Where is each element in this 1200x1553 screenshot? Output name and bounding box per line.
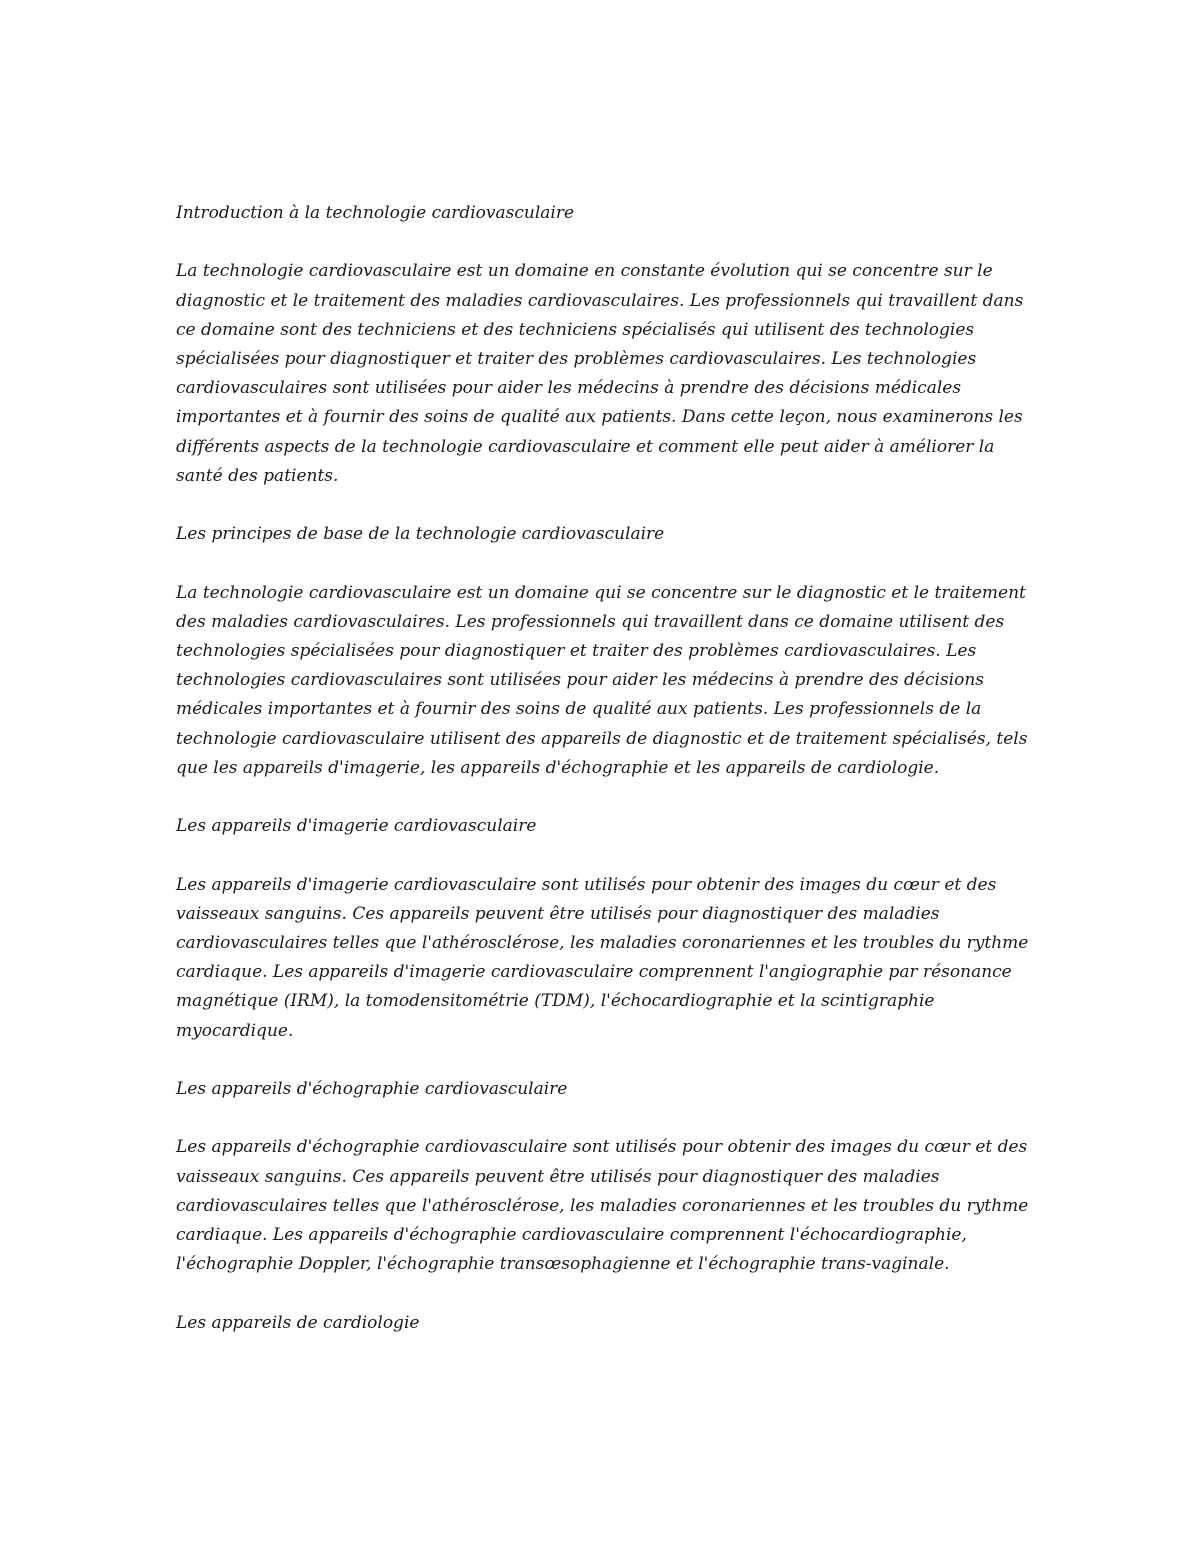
section-title-imagerie: Les appareils d'imagerie cardiovasculaire bbox=[176, 816, 537, 837]
section-title-cardiologie: Les appareils de cardiologie bbox=[176, 1312, 420, 1333]
section-paragraph-introduction: La technologie cardiovasculaire est un domaine en constante évolution qui se concentre sur le diagnostic et le traitement des maladies cardiovasculaires. Les professionnels qui travaillent dans ce domaine sont des techniciens et des techniciens spécialisés qui utilisent des technologies spécialisées pour diagnostiquer et traiter des problèmes cardiovasculaires. Les technologies cardiovasculaires sont utilisées pour aider les médecins à prendre des décisions médicales importantes et à fournir des soins de qualité aux patients. Dans cette leçon, nous examinerons les différents aspects de la technologie cardiovasculaire et comment elle peut aider à améliorer la santé des patients. bbox=[176, 261, 1024, 486]
section-paragraph-echographie: Les appareils d'échographie cardiovasculaire sont utilisés pour obtenir des images du cœur et des vaisseaux sanguins. Ces appareils peuvent être utilisés pour diagnostiquer des maladies cardiovasculaires telles que l'athérosclérose, les maladies coronariennes et les troubles du rythme cardiaque. Les appareils d'échographie cardiovasculaire comprennent l'échocardiographie, l'échographie Doppler, l'échographie transœsophagienne et l'échographie trans-vaginale. bbox=[176, 1137, 1029, 1275]
section-paragraph-imagerie: Les appareils d'imagerie cardiovasculaire sont utilisés pour obtenir des images du cœur et des vaisseaux sanguins. Ces appareils peuvent être utilisés pour diagnostiquer des maladies cardiovasculaires telles que l'athérosclérose, les maladies coronariennes et les troubles du rythme cardiaque. Les appareils d'imagerie cardiovasculaire comprennent l'angiographie par résonance magnétique (IRM), la tomodensitométrie (TDM), l'échocardiographie et la scintigraphie myocardique. bbox=[176, 874, 1029, 1041]
document-body bbox=[176, 199, 1036, 1367]
section-title-echographie: Les appareils d'échographie cardiovasculaire bbox=[176, 1079, 568, 1099]
section-title-principes: Les principes de base de la technologie cardiovasculaire bbox=[176, 524, 665, 545]
section-paragraph-principes: La technologie cardiovasculaire est un domaine qui se concentre sur le diagnostic et le traitement des maladies cardiovasculaires. Les professionnels qui travaillent dans ce domaine utilisent des technologies spécialisées pour diagnostiquer et traiter des problèmes cardiovasculaires. Les technologies cardiovasculaires sont utilisées pour aider les médecins à prendre des décisions médicales importantes et à fournir des soins de qualité aux patients. Les professionnels de la technologie cardiovasculaire utilisent des appareils de diagnostic et de traitement spécialisés, tels que les appareils d'imagerie, les appareils d'échographie et les appareils de cardiologie. bbox=[176, 582, 1028, 778]
section-title-introduction: Introduction à la technologie cardiovasculaire bbox=[176, 203, 575, 223]
